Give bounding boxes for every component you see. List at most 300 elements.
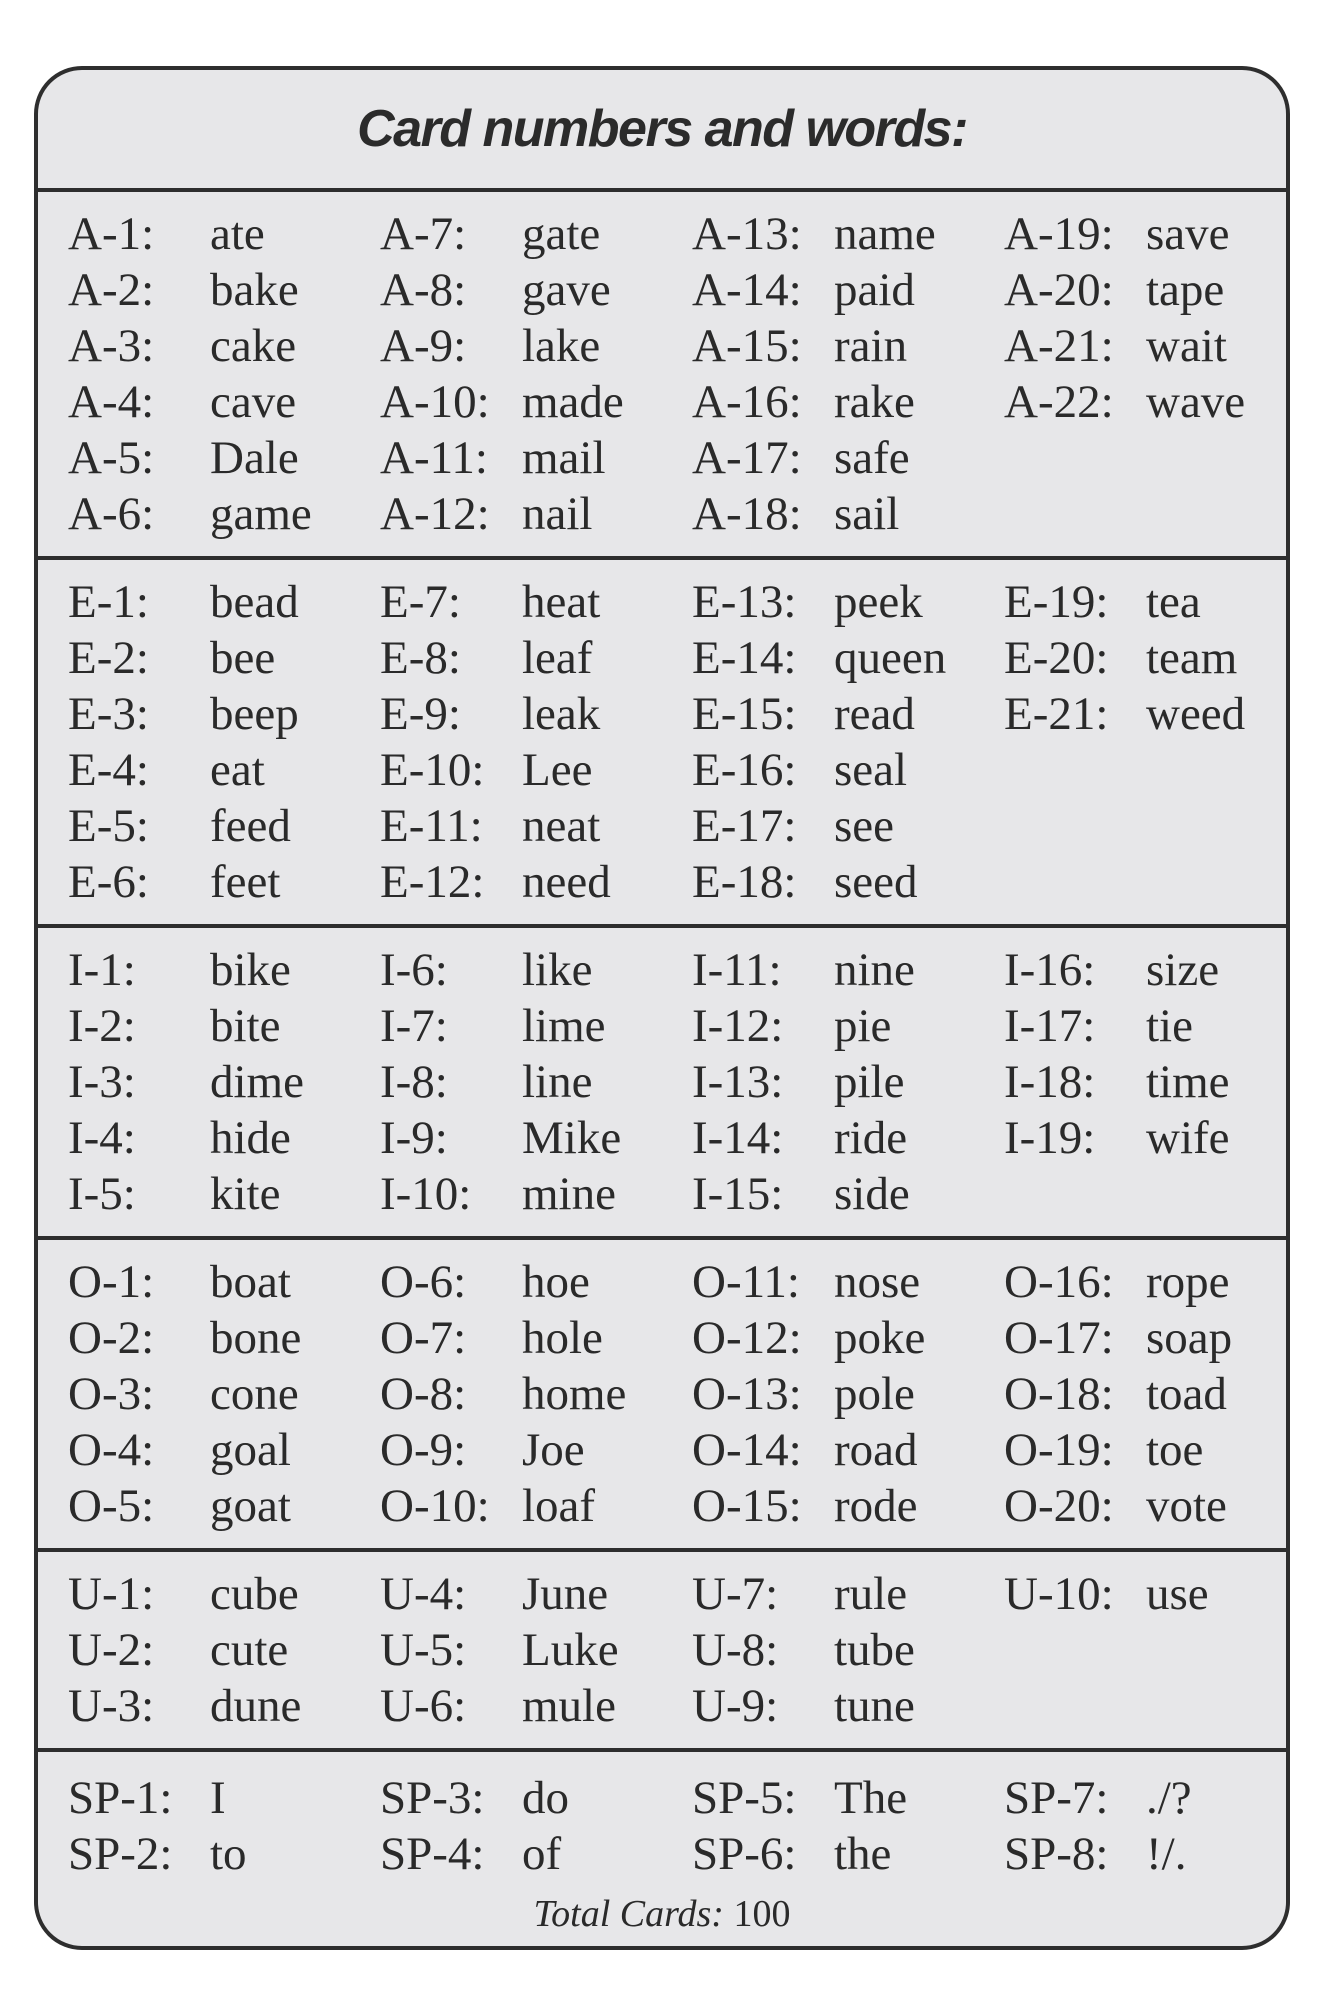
card-entry: [380, 1366, 692, 1422]
card-word: Luke: [522, 1624, 619, 1676]
card-number: E-4:: [68, 744, 149, 796]
card-word: weed: [1146, 688, 1246, 740]
card-word: sail: [834, 488, 900, 540]
card-word: need: [522, 856, 611, 908]
card-sections: [38, 192, 1286, 1950]
card-word: hoe: [522, 1256, 590, 1308]
card-number: O-8:: [380, 1368, 467, 1420]
card-entry: [692, 486, 1004, 542]
card-word: to: [210, 1828, 247, 1880]
card-entry: [68, 630, 380, 686]
card-number: O-16:: [1004, 1256, 1114, 1308]
card-number: E-5:: [68, 800, 149, 852]
card-word: rake: [834, 376, 915, 428]
card-entry: [692, 1310, 1004, 1366]
card-entry: [692, 1826, 1004, 1882]
card-number: E-21:: [1004, 688, 1109, 740]
card-entry: [68, 374, 380, 430]
card-word: leaf: [522, 632, 593, 684]
card-number: I-12:: [692, 1000, 784, 1052]
card-number: U-6:: [380, 1680, 467, 1732]
card-number: I-6:: [380, 944, 448, 996]
card-number: O-2:: [68, 1312, 155, 1364]
card-word: lake: [522, 320, 601, 372]
card-entry: [692, 942, 1004, 998]
card-number: E-16:: [692, 744, 797, 796]
card-entry: [380, 998, 692, 1054]
card-number: O-11:: [692, 1256, 800, 1308]
column: [380, 206, 692, 542]
card-word: mule: [522, 1680, 616, 1732]
card-word: hide: [210, 1112, 291, 1164]
card-word: neat: [522, 800, 601, 852]
card-word: rope: [1146, 1256, 1230, 1308]
card-word: rain: [834, 320, 908, 372]
card-word: pole: [834, 1368, 915, 1420]
card-word: Joe: [522, 1424, 585, 1476]
card-number: A-12:: [380, 488, 490, 540]
card-number: U-5:: [380, 1624, 467, 1676]
card-entry: [380, 854, 692, 910]
card-entry: [380, 1826, 692, 1882]
column: [68, 942, 380, 1222]
card-entry: [68, 206, 380, 262]
card-word: the: [834, 1828, 892, 1880]
card-number: U-2:: [68, 1624, 155, 1676]
card-word: pile: [834, 1056, 905, 1108]
card-word: name: [834, 208, 936, 260]
card-entry: [692, 1566, 1004, 1622]
card-number: O-14:: [692, 1424, 802, 1476]
card-number: I-2:: [68, 1000, 136, 1052]
card-entry: [1004, 1566, 1290, 1622]
card-entry: [380, 374, 692, 430]
section-sp: [38, 1752, 1286, 1950]
column: [692, 574, 1004, 910]
card-word: seed: [834, 856, 918, 908]
card-number: O-13:: [692, 1368, 802, 1420]
card-entry: [68, 318, 380, 374]
card-number: A-5:: [68, 432, 155, 484]
card-number: E-20:: [1004, 632, 1109, 684]
card-number: I-16:: [1004, 944, 1096, 996]
card-number: A-1:: [68, 208, 155, 260]
card-word: cute: [210, 1624, 289, 1676]
card-word: The: [834, 1772, 908, 1824]
card-word: toe: [1146, 1424, 1204, 1476]
card-number: O-6:: [380, 1256, 467, 1308]
card-number: I-5:: [68, 1168, 136, 1220]
card-word: like: [522, 944, 593, 996]
column: [692, 1254, 1004, 1534]
card-number: O-5:: [68, 1480, 155, 1532]
card-number: I-1:: [68, 944, 136, 996]
card-entry: [68, 798, 380, 854]
card-number: A-15:: [692, 320, 802, 372]
card-word: paid: [834, 264, 915, 316]
card-entry: [1004, 374, 1290, 430]
card-word: Mike: [522, 1112, 622, 1164]
card-entry: [68, 574, 380, 630]
card-entry: [1004, 1054, 1290, 1110]
card-entry: [1004, 1254, 1290, 1310]
card-word: see: [834, 800, 895, 852]
card-word: game: [210, 488, 312, 540]
card-entry: [68, 1366, 380, 1422]
card-entry: [1004, 942, 1290, 998]
card-entry: [68, 1310, 380, 1366]
card-number: O-19:: [1004, 1424, 1114, 1476]
card-word: line: [522, 1056, 593, 1108]
card-entry: [1004, 630, 1290, 686]
card-entry: [380, 206, 692, 262]
card-number: E-10:: [380, 744, 485, 796]
card-number: A-13:: [692, 208, 802, 260]
card-entry: [68, 854, 380, 910]
card-entry: [692, 574, 1004, 630]
card-entry: [692, 1110, 1004, 1166]
card-entry: [380, 1678, 692, 1734]
card-number: O-15:: [692, 1480, 802, 1532]
card-number: E-8:: [380, 632, 461, 684]
card-word: cave: [210, 376, 297, 428]
card-number: U-1:: [68, 1568, 155, 1620]
card-entry: [1004, 574, 1290, 630]
card-word: feed: [210, 800, 291, 852]
card-word: Lee: [522, 744, 593, 796]
card-word: nail: [522, 488, 593, 540]
total-cards: [38, 1892, 1286, 1936]
card-word: wave: [1146, 376, 1246, 428]
card-entry: [380, 1422, 692, 1478]
card-word: cone: [210, 1368, 299, 1420]
card-entry: [692, 1166, 1004, 1222]
card-number: A-16:: [692, 376, 802, 428]
card-word: toad: [1146, 1368, 1227, 1420]
card-entry: [380, 1110, 692, 1166]
card-word: heat: [522, 576, 601, 628]
card-entry: [692, 374, 1004, 430]
card-word: goal: [210, 1424, 291, 1476]
card-entry: [380, 1166, 692, 1222]
card-number: A-6:: [68, 488, 155, 540]
card-entry: [380, 574, 692, 630]
card-word: I: [210, 1772, 226, 1824]
card-entry: [692, 318, 1004, 374]
card-entry: [68, 1770, 380, 1826]
card-number: I-4:: [68, 1112, 136, 1164]
column: [68, 574, 380, 910]
card-word: ate: [210, 208, 265, 260]
section-o: [38, 1240, 1286, 1552]
card-word: tune: [834, 1680, 915, 1732]
card-entry: [692, 206, 1004, 262]
section-e: [38, 560, 1286, 928]
section-i: [38, 928, 1286, 1240]
card-entry: [380, 1054, 692, 1110]
card-word: soap: [1146, 1312, 1233, 1364]
column: [1004, 1770, 1290, 1882]
card-word: leak: [522, 688, 601, 740]
column: [380, 942, 692, 1222]
card-word: tube: [834, 1624, 915, 1676]
card-number: U-3:: [68, 1680, 155, 1732]
card-word: dune: [210, 1680, 302, 1732]
card-word: tape: [1146, 264, 1225, 316]
card-number: A-8:: [380, 264, 467, 316]
card-word: made: [522, 376, 624, 428]
card-entry: [1004, 1366, 1290, 1422]
card-entry: [1004, 1478, 1290, 1534]
card-number: I-3:: [68, 1056, 136, 1108]
card-number: A-19:: [1004, 208, 1114, 260]
card-entry: [380, 318, 692, 374]
card-word: hole: [522, 1312, 603, 1364]
column: [1004, 942, 1290, 1222]
card-entry: [68, 262, 380, 318]
card-word: rode: [834, 1480, 918, 1532]
card-number: SP-1:: [68, 1772, 173, 1824]
card-word: road: [834, 1424, 918, 1476]
card-entry: [68, 942, 380, 998]
column: [692, 1566, 1004, 1734]
card-word: gate: [522, 208, 601, 260]
card-number: I-14:: [692, 1112, 784, 1164]
card-entry: [68, 1826, 380, 1882]
card-number: I-13:: [692, 1056, 784, 1108]
card-entry: [692, 1366, 1004, 1422]
card-word: do: [522, 1772, 569, 1824]
card-number: A-17:: [692, 432, 802, 484]
card-number: O-7:: [380, 1312, 467, 1364]
card-number: I-17:: [1004, 1000, 1096, 1052]
card-word: !/.: [1146, 1828, 1187, 1880]
card-number: U-7:: [692, 1568, 779, 1620]
card-number: SP-3:: [380, 1772, 485, 1824]
total-cards-value: 100: [733, 1893, 791, 1935]
card-number: E-19:: [1004, 576, 1109, 628]
card-entry: [68, 1566, 380, 1622]
card-entry: [692, 262, 1004, 318]
card-entry: [380, 742, 692, 798]
card-entry: [68, 1622, 380, 1678]
card-entry: [1004, 1770, 1290, 1826]
section-u: [38, 1552, 1286, 1752]
card-number: U-10:: [1004, 1568, 1114, 1620]
card-word: home: [522, 1368, 627, 1420]
card-word: bone: [210, 1312, 302, 1364]
card-number: O-17:: [1004, 1312, 1114, 1364]
card-word: cake: [210, 320, 297, 372]
card-word: cube: [210, 1568, 299, 1620]
card-number: U-8:: [692, 1624, 779, 1676]
card-entry: [380, 430, 692, 486]
card-word: tea: [1146, 576, 1201, 628]
column: [68, 1770, 380, 1882]
card-entry: [380, 630, 692, 686]
card-entry: [692, 630, 1004, 686]
card-number: A-20:: [1004, 264, 1114, 316]
card-word: bead: [210, 576, 299, 628]
card-number: E-7:: [380, 576, 461, 628]
card-number: A-3:: [68, 320, 155, 372]
card-word: pie: [834, 1000, 892, 1052]
card-word: side: [834, 1168, 910, 1220]
card-entry: [68, 1166, 380, 1222]
card-word: nose: [834, 1256, 921, 1308]
card-word: seal: [834, 744, 908, 796]
card-word: boat: [210, 1256, 291, 1308]
card-number: SP-5:: [692, 1772, 797, 1824]
card-number: O-4:: [68, 1424, 155, 1476]
card-entry: [1004, 1110, 1290, 1166]
card-number: I-9:: [380, 1112, 448, 1164]
card-entry: [692, 998, 1004, 1054]
card-entry: [380, 686, 692, 742]
card-number: SP-7:: [1004, 1772, 1109, 1824]
card-entry: [68, 1422, 380, 1478]
card-word: read: [834, 688, 915, 740]
card-entry: [1004, 1310, 1290, 1366]
card-number: A-7:: [380, 208, 467, 260]
card-number: E-2:: [68, 632, 149, 684]
card-entry: [68, 1254, 380, 1310]
card-entry: [380, 798, 692, 854]
card-number: E-14:: [692, 632, 797, 684]
column: [692, 942, 1004, 1222]
column: [68, 1566, 380, 1734]
card-number: U-4:: [380, 1568, 467, 1620]
card-entry: [68, 742, 380, 798]
card-number: E-3:: [68, 688, 149, 740]
card-entry: [1004, 206, 1290, 262]
card-title: Card numbers and words:: [38, 70, 1286, 192]
column: [692, 206, 1004, 542]
card-number: O-3:: [68, 1368, 155, 1420]
card-entry: [380, 1478, 692, 1534]
column: [380, 1770, 692, 1882]
card-word: feet: [210, 856, 281, 908]
card-number: I-11:: [692, 944, 782, 996]
card-entry: [68, 998, 380, 1054]
card-entry: [380, 1254, 692, 1310]
card-word: time: [1146, 1056, 1230, 1108]
card-word: June: [522, 1568, 609, 1620]
card-number: SP-2:: [68, 1828, 173, 1880]
card-word: Dale: [210, 432, 299, 484]
card-number: I-18:: [1004, 1056, 1096, 1108]
card-word: mine: [522, 1168, 616, 1220]
card-list-panel: [34, 66, 1290, 1950]
card-entry: [380, 262, 692, 318]
card-entry: [692, 854, 1004, 910]
card-entry: [1004, 262, 1290, 318]
card-entry: [380, 1566, 692, 1622]
card-entry: [1004, 998, 1290, 1054]
card-word: gave: [522, 264, 611, 316]
card-number: A-22:: [1004, 376, 1114, 428]
card-word: bike: [210, 944, 291, 996]
card-number: O-10:: [380, 1480, 490, 1532]
card-word: eat: [210, 744, 265, 796]
card-entry: [692, 742, 1004, 798]
card-word: save: [1146, 208, 1230, 260]
card-number: A-11:: [380, 432, 488, 484]
card-entry: [68, 430, 380, 486]
card-number: A-21:: [1004, 320, 1114, 372]
card-number: O-1:: [68, 1256, 155, 1308]
card-entry: [380, 1770, 692, 1826]
card-word: mail: [522, 432, 606, 484]
card-entry: [692, 1422, 1004, 1478]
card-number: U-9:: [692, 1680, 779, 1732]
card-number: E-6:: [68, 856, 149, 908]
column: [1004, 1566, 1290, 1734]
card-word: wife: [1146, 1112, 1230, 1164]
card-number: E-13:: [692, 576, 797, 628]
card-entry: [692, 430, 1004, 486]
card-entry: [68, 486, 380, 542]
card-entry: [692, 1478, 1004, 1534]
card-number: A-9:: [380, 320, 467, 372]
column: [1004, 206, 1290, 542]
card-number: O-18:: [1004, 1368, 1114, 1420]
card-entry: [692, 1622, 1004, 1678]
card-number: SP-6:: [692, 1828, 797, 1880]
card-number: A-4:: [68, 376, 155, 428]
column: [380, 574, 692, 910]
card-number: I-19:: [1004, 1112, 1096, 1164]
card-entry: [1004, 318, 1290, 374]
card-entry: [1004, 1826, 1290, 1882]
section-a: [38, 192, 1286, 560]
total-cards-label: Total Cards:: [533, 1893, 724, 1935]
card-word: safe: [834, 432, 910, 484]
card-entry: [1004, 1422, 1290, 1478]
column: [1004, 1254, 1290, 1534]
card-number: I-10:: [380, 1168, 472, 1220]
card-word: rule: [834, 1568, 908, 1620]
card-entry: [692, 1054, 1004, 1110]
card-word: poke: [834, 1312, 926, 1364]
card-word: bee: [210, 632, 276, 684]
card-word: use: [1146, 1568, 1209, 1620]
card-word: loaf: [522, 1480, 596, 1532]
card-entry: [692, 798, 1004, 854]
card-word: lime: [522, 1000, 606, 1052]
card-word: peek: [834, 576, 923, 628]
card-word: ride: [834, 1112, 908, 1164]
card-number: A-2:: [68, 264, 155, 316]
card-word: bake: [210, 264, 299, 316]
card-number: E-1:: [68, 576, 149, 628]
card-word: bite: [210, 1000, 281, 1052]
card-entry: [380, 486, 692, 542]
card-entry: [68, 1110, 380, 1166]
card-number: E-9:: [380, 688, 461, 740]
column: [380, 1566, 692, 1734]
card-entry: [380, 942, 692, 998]
card-entry: [692, 686, 1004, 742]
card-number: O-9:: [380, 1424, 467, 1476]
card-word: nine: [834, 944, 915, 996]
card-entry: [1004, 686, 1290, 742]
card-number: O-12:: [692, 1312, 802, 1364]
card-word: goat: [210, 1480, 291, 1532]
card-number: O-20:: [1004, 1480, 1114, 1532]
card-number: I-15:: [692, 1168, 784, 1220]
card-number: E-15:: [692, 688, 797, 740]
